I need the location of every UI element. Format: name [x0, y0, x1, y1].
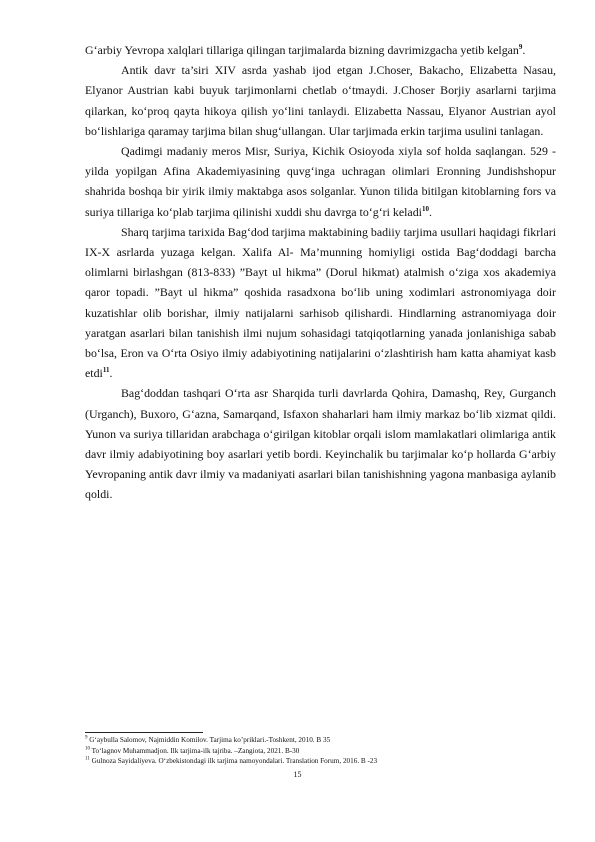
paragraph-1-text: G‘arbiy Yevropa xalqlari tillariga qilingan tarjimalarda bizning davrimizgacha yetib kelgan [85, 43, 519, 57]
paragraph-3-tail: . [428, 204, 432, 219]
footnote-text: To‘lagnov Muhammadjon. Ilk tarjima-ilk tajriba. –Zangiota, 2021. B-30 [91, 746, 300, 755]
footnote-11 [85, 756, 556, 767]
paragraph-2-text: Antik davr ta’siri XIV asrda yashab ijod etgan J.Choser, Bakacho, Elizabetta Nasau, Elyanor Austrian kabi buyuk tarjimonlarni chetlab o‘tmaydi. J.Choser Borjiy asarlarni tarjima qilarkan, ko‘proq qayta hikoya qilish yo‘lini tanlaydi. Elizabetta Nassau, Elyanor Austrian ayol bo‘lishlariga qaramay tarjima bilan shug‘ullangan. Ular tarjimada erkin tarjima usulini tanlagan. [85, 63, 556, 138]
footnote-text: Gulnoza Sayidaliyeva. O‘zbekistondagi ilk tarjima namoyondalari. Translation Forum, 2016. B -23 [91, 757, 378, 766]
footnote-ref-10: 10 [421, 204, 429, 213]
footnote-9 [85, 735, 556, 746]
paragraph-4-tail: . [109, 366, 113, 381]
footnote-10 [85, 746, 556, 757]
paragraph-3-text: Qadimgi madaniy meros Misr, Suriya, Kichik Osioyoda xiyla sof holda saqlangan. 529 - yilda yopilgan Afina Akademiyasining quvg‘inga uchragan olimlari Eronning Jundishshopur shahrida boshqa bir yirik ilmiy maktabga asos solganlar. Yunon tilida bitilgan kitoblarning fors va suriya tillariga ko‘plab tarjima qilinishi xuddi shu davrga to‘g‘ri keladi [85, 144, 556, 219]
paragraph-4 [85, 222, 556, 384]
footnote-text: G‘aybulla Salomov, Najmiddin Komilov. Tarjima ko’priklari.-Toshkent, 2010. B 35 [89, 736, 331, 744]
footnote-separator [85, 732, 203, 733]
footnote-ref-9: 9 [518, 43, 523, 52]
paragraph-1-tail: . [522, 43, 526, 57]
footnotes [85, 735, 556, 767]
paragraph-4-text: Sharq tarjima tarixida Bag‘dod tarjima maktabining badiiy tarjima usullari haqidagi fikrlari IX-X asrlarda yuzaga kelgan. Xalifa Al- Ma’munning homiyligi ostida Bag‘doddagi barcha olimlarni birlashgan (813-833) ”Bayt ul hikma” (Dorul hikmat) atalmish o‘ziga xos akademiya qaror topadi. ”Bayt ul hikma” qoshida rasadxona bo‘lib uning xodimlari astronomiyaga doir kuzatishlar olib borishar, ilmiy natijalarni sarhisob qilishardi. Hindlarning astranomiyaga doir yaratgan asarlari bilan tanishish ilmi nujum sohasidagi tatqiqotlarning yanada jonlanishiga sabab bo‘lsa, Eron va O‘rta Osiyo ilmiy adabiyotining natijalarini o‘zlashtirish ham katta ahamiyat kasb etdi [85, 224, 556, 381]
footnote-number: 11 [85, 756, 90, 762]
paragraph-5 [85, 383, 556, 504]
body-text [85, 40, 556, 505]
paragraph-2 [85, 60, 556, 141]
paragraph-1 [85, 40, 556, 60]
paragraph-5-text: Bag‘doddan tashqari O‘rta asr Sharqida turli davrlarda Qohira, Damashq, Rey, Gurganch (Urganch), Buxoro, G‘azna, Samarqand, Isfaxon shaharlari ham ilmiy markaz bo‘lib xizmat qildi. Yunon va suriya tillaridan arabchaga o‘girilgan kitoblar orqali islom mamlakatlari olimlariga antik davr ilmiy adabiyotining boy asarlari yetib bordi. Keyinchalik bu tarjimalar ko‘p hollarda G‘arbiy Yevropaning antik davr ilmiy va madaniyati asarlari bilan tanishishning yagona manbasiga aylanib qoldi. [85, 386, 556, 502]
paragraph-3 [85, 141, 556, 222]
footnote-number: 9 [85, 735, 88, 741]
page-number: 15 [293, 770, 302, 779]
footnote-number: 10 [85, 746, 90, 752]
footnote-ref-11: 11 [102, 366, 110, 375]
